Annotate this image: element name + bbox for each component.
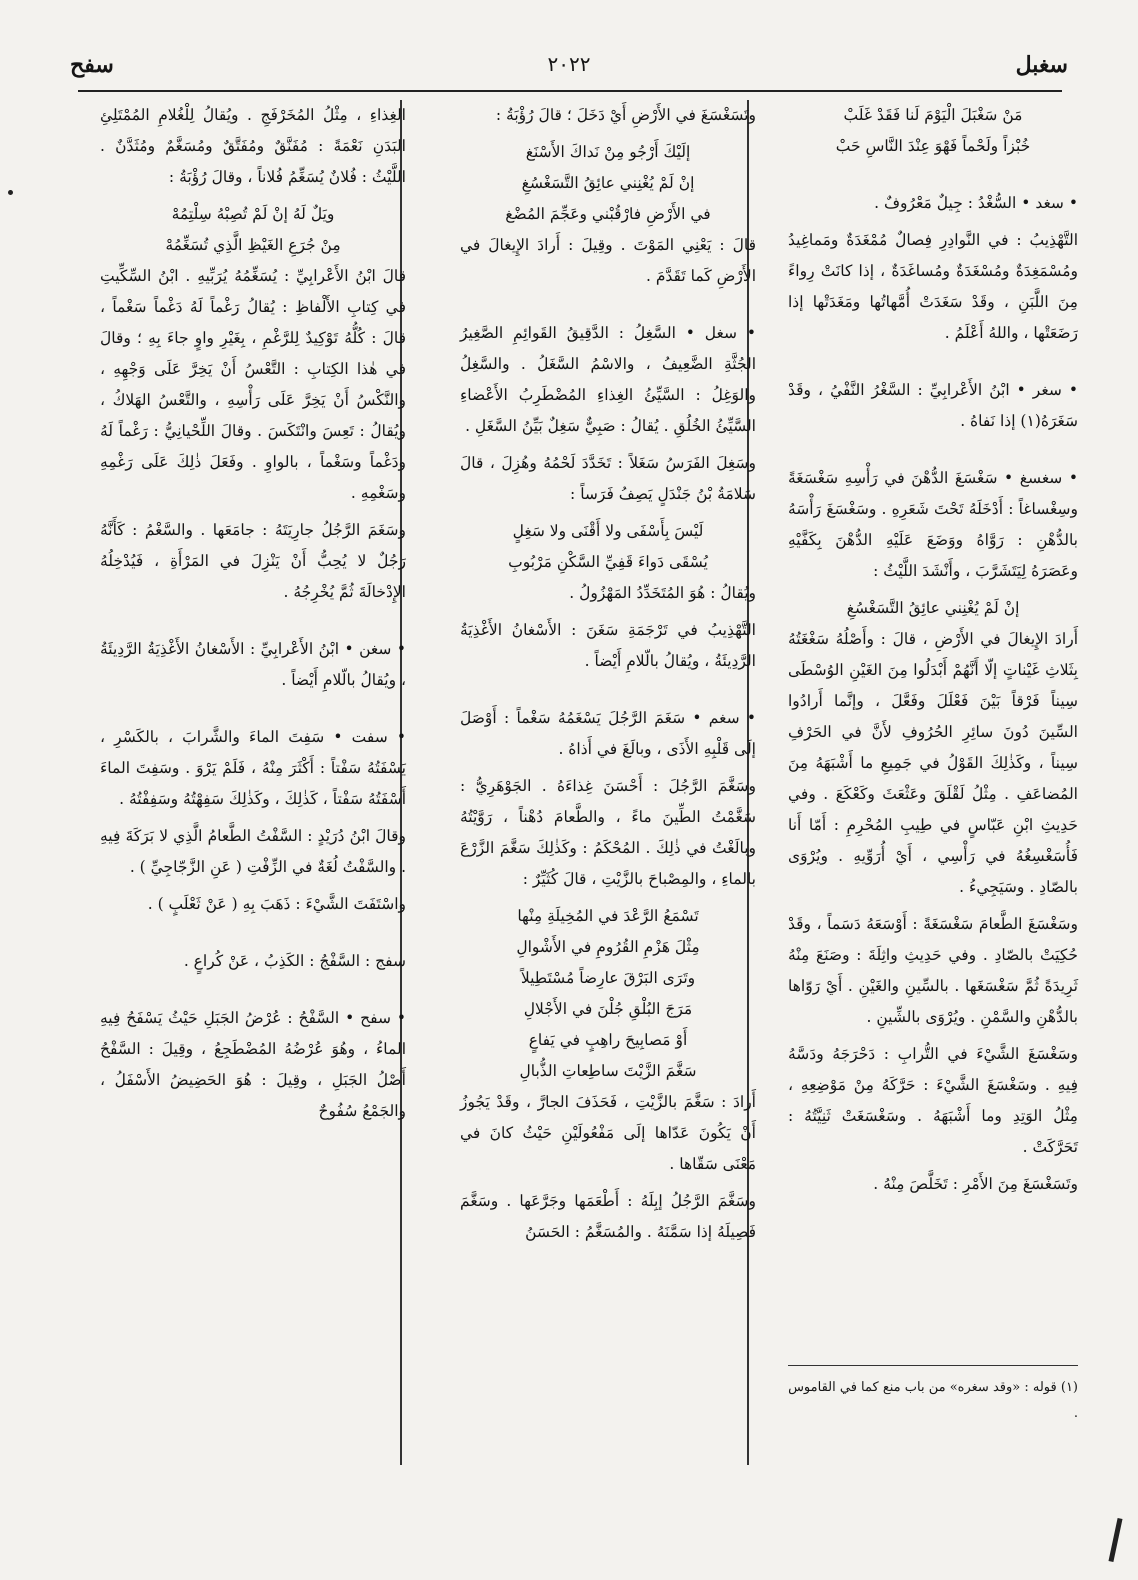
verse-line: خُبْزاً ولَحْماً فَهْوَ عِنْدَ النَّاسِ حَبْ	[835, 137, 1031, 155]
header-rule	[78, 90, 1062, 92]
footnote-rule	[788, 1365, 1078, 1366]
paragraph: وقالَ ابْنُ دُرَيْدٍ : السَّفْتُ الطَّعامُ الَّذِي لا بَرَكَةَ فِيهِ . والسَّفْتُ لُغَةٌ في الزِّفْتِ ( عَنِ الزَّجّاجِيِّ ) .	[100, 827, 406, 876]
verse-line: لَيْسَ بِأَسْفَى ولا أَقْنَى ولا سَغِلٍ	[512, 522, 704, 540]
entry-sghd: • سغد • السُّغْدُ : جِيلٌ مَعْرُوفٌ .	[874, 194, 1078, 212]
page-header	[70, 52, 1068, 92]
corner-mark	[1108, 1518, 1122, 1562]
paragraph: التَّهْذِيبُ في تَرْجَمَةِ سَغَنَ : الأَسْغانُ الأَغْذِيَةُ الرَّدِيئَةُ ، ويُقالُ بالّلامِ أَيْضاً .	[460, 621, 756, 670]
entry-sfj: سفج : السَّفْجُ : الكَذِبُ ، عَنْ كُراعٍ .	[183, 952, 406, 970]
paragraph: قالَ : يَعْنِي المَوْتَ . وقِيلَ : أَرادَ الإِيغالَ في الأَرْضِ كَما تَقَدَّمَ .	[460, 236, 756, 285]
header-left-word: سفح	[70, 52, 114, 78]
paragraph: قالَ ابْنُ الأَعْرابِيِّ : يُسَغِّمُهُ يُرَبِّيهِ . ابْنُ السِّكِّيتِ في كِتابِ الأَلْفاظِ : يُقالُ رَغْماً لَهُ دَغْماً سَغْماً ، قالَ : كُلُّهُ تَوْكِيدٌ لِلرَّغْمِ ، بِغَيْرِ واوٍ جاءَ بِهِ ؛ وقالَ في هٰذا الكِتابِ : التَّعْسُ أَنْ يَخِرَّ عَلَى وَجْهِهِ ، والنَّكْسُ أَنْ يَخِرَّ عَلَى رَأْسِهِ ، والتَّعْسُ الهَلاكُ ، ويُقالُ : تَعِسَ وانْتَكَسَ . وقالَ اللِّحْيانِيُّ : رَغْماً لَهُ ودَغْماً وسَغْماً ، بالواوِ . وفَعَلَ ذٰلِكَ عَلَى رَغْمِهِ وسَغْمِهِ .	[100, 267, 406, 502]
paragraph: واسْتَفَتَ الشَّيْءَ : ذَهَبَ بِهِ ( عَنْ ثَعْلَبٍ ) .	[147, 895, 406, 913]
entry-sghl: • سغل • السَّغِلُ : الدَّقِيقُ القَوائِمِ الصَّغِيرُ الجُثَّةِ الضَّعِيفُ ، والاسْمُ السَّغَلُ . والسَّغِلُ والوَغِلُ : السَّيِّئُ الغِذاءِ المُضْطَرِبُ الأَعْضاءِ السَّيِّئُ الخُلُقِ . يُقالُ : صَبِيٌّ سَغِلٌ بَيِّنُ السَّغَلِ .	[460, 324, 756, 435]
column-3	[100, 100, 406, 1133]
verse-line: إلَيْكَ أَرْجُو مِنْ نَداكَ الأَسْنَغ	[525, 143, 691, 161]
paragraph: التَّهْذِيبُ : في النَّوادِرِ فِصالٌ مُمْغَدَةٌ ومَماغِيدُ ومُسْمَغِدَةٌ ومُسْغَدَةٌ ومُساغَدَةٌ ، إذا كانَتْ رِواءً مِنَ اللَّبَنِ ، وقَدْ سَغَدَتْ أُمَّهاتُها ومَغَدَتْها إذا رَضَعَتْها ، واللهُ أَعْلَمُ .	[788, 231, 1078, 342]
verse-line: في الأَرْضِ فارْقُبْني وعَجِّمَ المُضْغ	[505, 205, 711, 223]
verse-line: تَسْمَعُ الرَّعْدَ في المُخِيلَةِ مِنْها	[517, 907, 699, 925]
verse-line: مِنْ جُرَعِ الغَيْظِ الَّذِي تُسَغِّمُهْ	[165, 236, 341, 254]
verse-line: ويَلٌ لَهُ إنْ لَمْ تُصِبْهُ سِلْتِمُهْ	[171, 205, 335, 223]
paragraph: وسَغْسَغَ الشَّيْءَ في التُّرابِ : دَحْرَجَهُ ودَسَّهُ فِيهِ . وسَغْسَغَ الشَّيْءَ : حَرَّكَهُ مِنْ مَوْضِعِهِ ، مِثْلُ الوَتِدِ وما أَشْبَهَهُ . وسَغْسَغَتْ ثَنِيَّتُهُ : تَحَرَّكَتْ .	[788, 1045, 1078, 1156]
entry-sghsgh: • سغسغ • سَغْسَغَ الدُّهْنَ في رَأْسِهِ سَغْسَغَةً وسِغْساغاً : أَدْخَلَهُ تَحْتَ شَعَرِهِ . وسَغْسَغَ رَأْسَهُ بالدُّهْنِ : رَوَّاهُ ووَضَعَ عَلَيْهِ الدُّهْنَ بِكَفَّيْهِ وعَصَرَهُ لِيَتَشَرَّبَ ، وأَنْشَدَ اللَّيْثُ :	[788, 469, 1078, 580]
verse-line: مِثْلَ هَزْمِ القُرُومِ في الأَشْوالِ	[516, 938, 700, 956]
paragraph: ويُقالُ : هُوَ المُتَخَدِّدُ المَهْزُولُ .	[569, 584, 756, 602]
verse-line: سَغَّمَ الزَّيْتَ ساطِعاتِ الذُّبالِ	[519, 1062, 697, 1080]
paragraph: وسَغَّمَ الرَّجُلَ : أَحْسَنَ غِذاءَهُ . الجَوْهَرِيُّ : سَغَّمْتُ الطِّينَ ماءً ، والطَّعامَ دُهْناً ، رَوَّيْتُهُ وبالَغْتُ في ذٰلِكَ . المُحْكَمُ : وكَذٰلِكَ سَغَّمَ الزَّرْعَ بالماءِ ، والمِصْباحَ بالزَّيْتِ ، قالَ كُثَيِّرٌ :	[460, 777, 756, 888]
paragraph: وسَغَّمَ الرَّجُلُ إبِلَهُ : أَطْعَمَها وجَرَّعَها . وسَغَّمَ فَصِيلَهُ إذا سَمَّنَهُ . والمُسَغَّمُ : الحَسَنُ	[460, 1192, 756, 1241]
entry-sfh: • سفح • السَّفْحُ : عُرْضُ الجَبَلِ حَيْثُ يَسْفَحُ فِيهِ الماءُ ، وهُوَ عُرْضُهُ المُضْطَجِعُ ، وقِيلَ : السَّفْحُ أَصْلُ الجَبَلِ ، وقِيلَ : هُوَ الحَضِيضُ الأَسْفَلُ ، والجَمْعُ سُفُوحٌ	[100, 1009, 406, 1120]
paragraph: وسَغْسَغَ الطَّعامَ سَغْسَغَةً : أَوْسَعَهُ دَسَماً ، وقَدْ حُكِيَتْ بالصّادِ . وفي حَدِيثِ واثِلَةَ : وصَنَعَ مِنْهُ ثَرِيدَةً ثُمَّ سَغْسَغَها . بالسِّينِ والغَيْنِ . أَيْ رَوّاها بالدُّهْنِ والسَّمْنِ . ويُرْوَى بالشِّينِ .	[788, 915, 1078, 1026]
paragraph: وسَغَمَ الرَّجُلُ جارِيَتَهُ : جامَعَها . والسَّغْمُ : كَأَنَّهُ رَجُلٌ لا يُحِبُّ أَنْ يَنْزِلَ في المَرْأَةِ ، فَيُدْخِلُهُ الإِدْخالَةَ ثُمَّ يُخْرِجُهُ .	[100, 521, 406, 601]
paragraph: وتَسَغْسَغَ في الأَرْضِ أَيْ دَخَلَ ؛ قالَ رُؤْبَةُ :	[495, 106, 756, 124]
entry-sghm: • سغم • سَغَمَ الرَّجُلَ يَسْغَمُهُ سَغْماً : أَوْصَلَ إلَى قَلْبِهِ الأَذَى ، وبالَغَ في أَذاهُ .	[460, 709, 756, 758]
verse-line: مَنْ سَغْبَلَ الْيَوْمَ لَنا فَقَدْ غَلَبْ	[843, 106, 1023, 124]
entry-sghr: • سغر • ابْنُ الأَعْرابِيِّ : السَّغْرُ النَّفْيُ ، وقَدْ سَغَرَهُ(١) إذا نَفاهُ .	[788, 381, 1078, 430]
paragraph: أَرادَ الإِيغالَ في الأَرْضِ ، قالَ : وأَصْلُهُ سَغْغَتُهُ بِثَلاثِ غَيْناتٍ إلّا أَنَّهُمْ أَبْدَلُوا مِنَ الغَيْنِ الوُسْطَى سِيناً فَرْقاً بَيْنَ فَعْلَلَ وفَعَّلَ ، وإنَّما أَرادُوا السِّينَ دُونَ سائِرِ الحُرُوفِ لأَنَّ في الحَرْفِ سِيناً ، وكَذٰلِكَ القَوْلُ في جَمِيعِ ما أَشْبَهَهُ مِنَ المُضاعَفِ . مِثْلُ لَقْلَقَ وعَثْعَثَ وكَعْكَعَ . وفي حَدِيثِ ابْنِ عَبّاسٍ في طِيبِ المُحْرِمِ : أَمّا أَنا فَأُسَغْسِغُهُ في رَأْسِي ، أَيْ أُرَوِّيهِ . ويُرْوَى بالصّادِ . وسَيَجِيءُ .	[788, 630, 1078, 896]
footnote: (١) قوله : «وقد سغره» من باب منع كما في القاموس .	[788, 1380, 1078, 1421]
entry-sghn: • سغن • ابْنُ الأَعْرابِيِّ : الأَسْغانُ الأَغْذِيَةُ الرَّدِيئَةُ ، ويُقالُ بالّلامِ أَيْضاً .	[100, 640, 406, 689]
verse-line: وتَرَى البَرْقَ عارِضاً مُسْتَطِيلاً	[520, 969, 696, 987]
column-1	[788, 100, 1078, 1206]
verse-line: إنْ لَمْ يُغْنِني عائِقُ التَّسَغْسُغِ	[521, 174, 695, 192]
paragraph: وسَغِلَ الفَرَسُ سَغَلاً : تَخَدَّدَ لَحْمُهُ وهُزِلَ ، قالَ سَلامَةُ بْنُ جَنْدَلٍ يَصِفُ فَرَساً :	[460, 454, 756, 503]
page-number: ٢٠٢٢	[547, 52, 591, 76]
column-2	[460, 100, 756, 1254]
margin-mark	[8, 190, 13, 195]
paragraph: الغِذاءِ ، مِثْلُ المُخَرْفَجِ . ويُقالُ لِلْغُلامِ المُمْتَلِئِ البَدَنِ نَعْمَةً : مُفَنَّقٌ ومُفَتَّقٌ ومُسَغَّمٌ ومُثَدَّنٌ . اللَّيْثُ : فُلانٌ يُسَغِّمُ فُلاناً ، وقالَ رُؤْبَةُ :	[100, 106, 406, 186]
verse-line: يُسْقَى دَواءَ قَفِيِّ السَّكْنِ مَرْبُوبِ	[508, 553, 708, 571]
verse-line: إنْ لَمْ يُغْنِني عائِقُ التَّسَغْسُغِ	[846, 599, 1020, 617]
header-right-word: سغبل	[1015, 52, 1068, 78]
verse-line: مَرَجَ البُلْقِ جُلْنَ في الأَجْلالِ	[523, 1000, 693, 1018]
verse-line: أَوْ مَصابِيحَ راهِبٍ في يَفاعٍ	[528, 1031, 688, 1049]
paragraph: أَرادَ : سَغَّمَ بالزَّيْتِ ، فَحَذَفَ الجارَّ ، وقَدْ يَجُوزُ أَنْ يَكُونَ عَدّاها إلَى مَفْعُولَيْنِ حَيْثُ كانَ في مَعْنَى سَقّاها .	[460, 1093, 756, 1173]
paragraph: وتَسَغْسَغَ مِنَ الأَمْرِ : تَخَلَّصَ مِنْهُ .	[873, 1175, 1078, 1193]
entry-sft: • سفت • سَفِتَ الماءَ والشَّرابَ ، بالكَسْرِ ، يَسْفَتُهُ سَفْتاً : أَكْثَرَ مِنْهُ ، فَلَمْ يَرْوَ . وسَفِتَ الماءَ أَسْفَتُهُ سَفْتاً ، كَذٰلِكَ ، وكَذٰلِكَ سَفِهْتُهُ وسَفِفْتُهُ .	[100, 728, 406, 808]
